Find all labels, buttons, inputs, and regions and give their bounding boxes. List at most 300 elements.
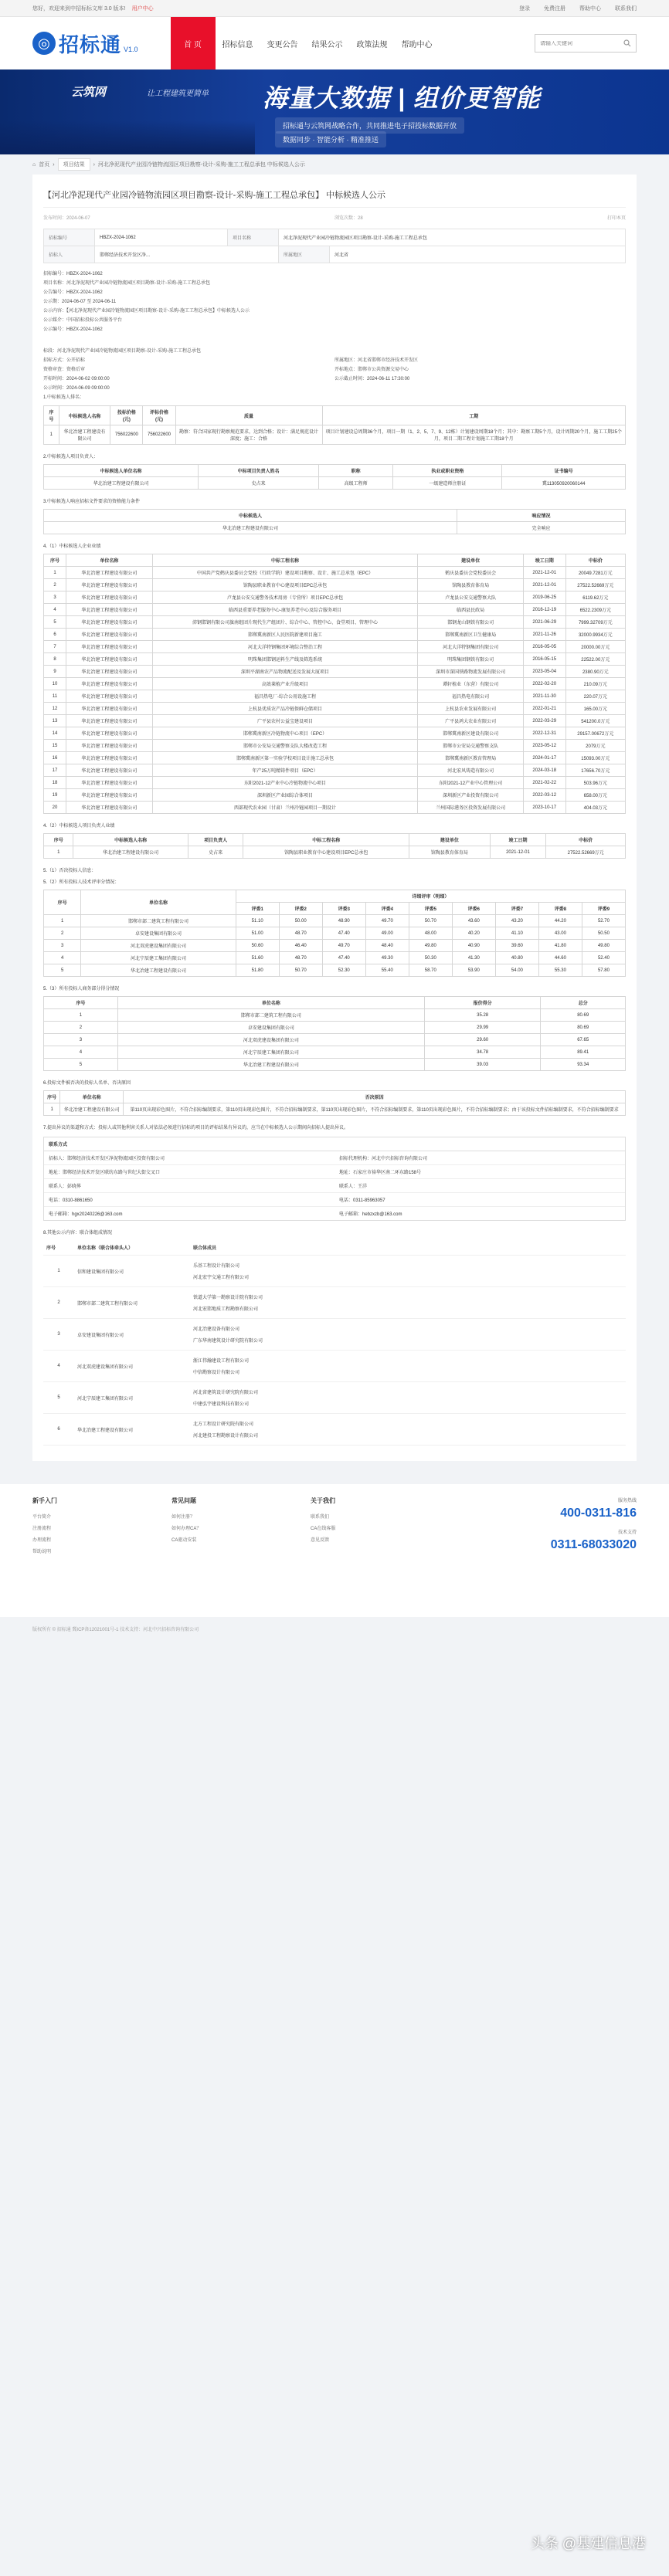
table-cell: 年产25万吨精铸件项目（EPC）	[152, 764, 418, 777]
table-cell: 9	[44, 666, 66, 678]
table-cell: 河北宁辰建工集团有限公司	[74, 1382, 190, 1414]
table-header: 工期	[322, 406, 626, 425]
table-cell: 48.70	[279, 952, 322, 964]
help-link[interactable]: 帮助中心	[579, 5, 601, 12]
table-cell: 高级工程师	[318, 477, 392, 490]
footer-heading: 常见问题	[171, 1497, 196, 1504]
info-table	[43, 229, 626, 263]
table-cell: 2	[43, 1287, 74, 1319]
consortium-row	[43, 1414, 626, 1446]
table-header: 评委1	[236, 903, 279, 915]
section-heading: 5.（2）所有投标人技术评审分情况：	[43, 880, 120, 885]
left-info: 开标时间：2024-06-02 09:00:00	[43, 377, 110, 381]
table-cell: 47.40	[322, 927, 365, 940]
table-cell: 华北冶建工程建设有限公司	[66, 764, 152, 777]
section-heading: 4.（1）中标候选人企业业绩	[43, 544, 101, 549]
search-box	[535, 34, 637, 53]
table-cell: 51.60	[236, 952, 279, 964]
table-cell: 503.96万元	[565, 777, 625, 789]
table-cell: 史占来	[199, 477, 319, 490]
member-name: 乐基工程设计有限公司	[193, 1264, 240, 1269]
body-line: 公示期：2024-06-07 至 2024-06-11	[43, 300, 117, 304]
table-cell: 信和建设集团有限公司	[74, 1256, 190, 1287]
body-line: 公示内容：【河北净泥现代产业园冷链物流园区项目勘察-设计-采购-施工工程总承包】中标候选人公示	[43, 309, 250, 314]
table-cell: 河北宁辰建工集团有限公司	[117, 1046, 424, 1059]
table-header: 质量	[175, 406, 322, 425]
table-cell: 完全响应	[457, 522, 625, 534]
table-cell: 华北冶建工程建设有限公司	[66, 604, 152, 616]
table-cell: 华北冶建工程建设有限公司	[66, 678, 152, 690]
table-cell: 临西县民政局	[418, 604, 524, 616]
table-cell: 华北冶建工程建设有限公司	[66, 629, 152, 641]
table-cell: 14	[44, 727, 66, 740]
table-cell: 220.07万元	[565, 690, 625, 703]
table-cell: 福昌热电厂-综合公用设施工程	[152, 690, 418, 703]
table-cell: 深圳市深国铁路物流发展有限公司	[418, 666, 524, 678]
nav-policy[interactable]: 政策法规	[356, 40, 388, 49]
table-cell: 河北宏风铸造有限公司	[418, 764, 524, 777]
hotline-number: 400-0311-816	[560, 1507, 637, 1520]
table-cell: 20049.7281万元	[565, 567, 625, 579]
table-cell: 6119.62万元	[565, 591, 625, 604]
table-cell: 2021-02-22	[523, 777, 565, 789]
table-header: 中标价	[546, 834, 626, 846]
table-cell: 卓安建设集团有限公司	[74, 1319, 190, 1351]
site-footer	[0, 1484, 669, 1617]
table-cell: 3	[43, 1319, 74, 1351]
table-header: 投标价格(元)	[110, 406, 143, 425]
table-row	[44, 940, 626, 952]
table-cell: 40.90	[452, 940, 495, 952]
member-list	[190, 1382, 626, 1414]
table-header: 序号	[44, 997, 118, 1009]
member-list	[190, 1351, 626, 1382]
table-header: 评标价格(元)	[143, 406, 175, 425]
table-row	[44, 579, 626, 591]
table-cell: 2380.90万元	[565, 666, 625, 678]
table-cell: 2079万元	[565, 740, 625, 752]
table-cell: 华北冶建工程建设有限公司	[44, 477, 199, 490]
table-cell: 41.10	[495, 927, 538, 940]
table-header: 中标候选人名称	[59, 406, 110, 425]
table-cell: 华北冶建工程建设有限公司	[66, 666, 152, 678]
table-row	[44, 1103, 626, 1116]
table-row	[44, 1009, 626, 1022]
table-row	[44, 666, 626, 678]
table-row	[44, 1046, 626, 1059]
member-name: 浙江伟瀚建设工程有限公司	[193, 1359, 250, 1364]
table-header: 单位名称	[81, 890, 236, 915]
table-cell: 华北冶建工程建设有限公司	[66, 715, 152, 727]
table-cell: 河北双虎建设集团有限公司	[74, 1351, 190, 1382]
member-name: 北方工程设计研究院有限公司	[193, 1422, 254, 1427]
table-cell: 32000.9934万元	[565, 629, 625, 641]
body-line: 招标编号：HBZX-2024-1062	[43, 272, 103, 276]
footer-heading: 新手入门	[32, 1497, 57, 1504]
table-header: 中标价	[565, 554, 625, 567]
site-logo[interactable]	[32, 29, 138, 58]
table-cell: 1	[44, 1103, 60, 1116]
table-cell: 华北冶建工程建设有限公司	[74, 1414, 190, 1446]
footer-link[interactable]: 如何注册？	[171, 1515, 195, 1520]
table-cell: 2016-05-15	[523, 653, 565, 666]
table-cell: 44.20	[538, 915, 582, 927]
table-cell: 2023-10-17	[523, 802, 565, 814]
table-cell: 东阳2021-12产业中心冷链物流中心项目	[152, 777, 418, 789]
table-row	[44, 740, 626, 752]
table-cell: 2021-12-01	[523, 567, 565, 579]
table-cell: 15093.00万元	[565, 752, 625, 764]
table-header: 单位名称	[60, 1091, 124, 1103]
table-header: 竣工日期	[523, 554, 565, 567]
notice-page	[32, 175, 637, 1461]
table-cell: 43.00	[538, 927, 582, 940]
table-cell: 华北冶建工程建设有限公司	[66, 567, 152, 579]
table-header: 单位名称	[117, 997, 424, 1009]
table-row	[44, 1022, 626, 1034]
table-header: 序号	[44, 890, 81, 915]
table-row	[44, 641, 626, 653]
technical-score-table	[43, 890, 626, 977]
commercial-score-table	[43, 996, 626, 1071]
banner-headline: 海量大数据 | 组价更智能	[263, 84, 541, 112]
table-cell: 华北冶建工程建设有限公司	[44, 522, 457, 534]
info-key: 招标人	[44, 246, 95, 263]
member-name: 铁道大学第一勘察设计院有限公司	[193, 1296, 263, 1300]
footer-link[interactable]: 注册流程	[32, 1527, 52, 1531]
table-header: 评委6	[452, 903, 495, 915]
table-cell: 5	[44, 616, 66, 629]
table-cell: 756022600	[110, 425, 143, 445]
footer-hotline	[551, 1496, 637, 1605]
table-cell: 48.00	[409, 927, 452, 940]
member-name: 河北宏邯地质工程勘察有限公司	[193, 1307, 259, 1312]
table-header: 职称	[318, 465, 392, 477]
rejection-table	[43, 1090, 626, 1116]
info-key: 项目名称	[227, 229, 278, 246]
table-cell: 邯郸市部二建筑工程有限公司	[74, 1287, 190, 1319]
table-cell: 邯郸冀南新区建设有限公司	[418, 727, 524, 740]
table-cell: 2024-01-17	[523, 752, 565, 764]
table-cell: 10	[44, 678, 66, 690]
table-header: 评委3	[322, 903, 365, 915]
table-cell: 5	[44, 1059, 118, 1071]
table-cell: 3	[44, 1034, 118, 1046]
table-cell: 2019-06-25	[523, 591, 565, 604]
table-header: 竣工日期	[490, 834, 546, 846]
table-row	[44, 802, 626, 814]
table-cell: 2021-11-30	[523, 690, 565, 703]
table-header: 序号	[44, 834, 73, 846]
table-cell: 华北冶建工程建设有限公司	[66, 579, 152, 591]
table-row	[44, 952, 626, 964]
section-heading: 2.中标候选人项目负责人：	[43, 455, 99, 459]
nav-help[interactable]: 帮助中心	[401, 40, 433, 49]
table-cell: 高效莱植产业升级项目	[152, 678, 418, 690]
table-cell: 48.40	[365, 940, 409, 952]
nav-results[interactable]: 结果公示	[311, 40, 343, 49]
table-header: 评委7	[495, 903, 538, 915]
table-row	[44, 727, 626, 740]
search-input[interactable]	[535, 41, 619, 46]
table-cell: 40.80	[495, 952, 538, 964]
table-cell: 3	[44, 591, 66, 604]
table-header: 序号	[44, 406, 59, 425]
left-info: 招标方式：公开招标	[43, 358, 86, 363]
table-cell: 馆陶县教育体育局	[418, 579, 524, 591]
table-header: 单位名称	[66, 554, 152, 567]
footer-link[interactable]: 如何办理CA？	[171, 1527, 202, 1531]
banner-line-1: 招标通与云筑网战略合作，共同推进电子招投标数据开放	[275, 117, 464, 134]
body-line: 公示媒介：中国招标投标公共服务平台	[43, 318, 123, 323]
contact-cell: 招标人：邯郸经济技术开发区净泥物流园区投资有限公司	[49, 1157, 165, 1161]
table-cell: 2021-12-01	[523, 579, 565, 591]
watermark: 头条 @基建信息港	[530, 2536, 646, 2551]
table-header: 中标项目负责人姓名	[199, 465, 319, 477]
footer-link[interactable]: 意见反馈	[311, 1538, 330, 1543]
table-header: 序号	[44, 554, 66, 567]
table-cell: 55.30	[538, 964, 582, 977]
table-cell: 50.60	[236, 940, 279, 952]
table-cell: 广平县鸿大农业有限公司	[418, 715, 524, 727]
table-header: 联合体成员	[190, 1240, 626, 1256]
table-cell: 华北冶建工程建设有限公司	[66, 703, 152, 715]
table-row	[44, 964, 626, 977]
table-cell: 18	[44, 777, 66, 789]
table-row	[44, 703, 626, 715]
breadcrumb-home[interactable]: 首页	[39, 162, 50, 168]
table-cell: 邯郸市部二建筑工程有限公司	[117, 1009, 424, 1022]
table-cell: 404.03万元	[565, 802, 625, 814]
table-cell: 1	[44, 846, 73, 859]
banner-brand: 云筑网	[71, 86, 107, 99]
user-center-link[interactable]: 用户中心	[131, 5, 154, 12]
table-header: 评委5	[409, 903, 452, 915]
table-cell: 27522.52669万元	[565, 579, 625, 591]
table-header: 证书编号	[502, 465, 626, 477]
table-cell: 邯郸冀南新区冷链物流中心项目（EPC）	[152, 727, 418, 740]
table-cell: 50.50	[582, 927, 625, 940]
footer-link[interactable]: CA在线客服	[311, 1527, 336, 1531]
footer-link[interactable]: CA驱动安装	[171, 1538, 197, 1543]
table-cell: 29157.00672万元	[565, 727, 625, 740]
table-cell: 15	[44, 740, 66, 752]
contact-row	[44, 1165, 625, 1179]
table-header: 项目负责人	[188, 834, 243, 846]
hotline-label: 服务热线	[617, 1499, 637, 1503]
table-cell: 临西县重要养老服务中心-康复养老中心及综合服务项目	[152, 604, 418, 616]
table-cell: 2	[44, 1022, 118, 1034]
notice-meta	[43, 208, 626, 225]
table-cell: 广平县农村公益宝建设项目	[152, 715, 418, 727]
footer-col-faq	[171, 1496, 311, 1605]
section-heading: 7.提出异议的渠道和方式：投标人或其他利害关系人对依法必须进行招标的项目的评标结果有异议的，应当在中标候选人公示期间向招标人提出异议。	[43, 1126, 349, 1130]
table-cell: 华北冶建工程建设有限公司	[117, 1059, 424, 1071]
table-cell: 河北双虎建设集团有限公司	[81, 940, 236, 952]
contact-cell: 电子邮箱：hgx20240226@163.com	[49, 1212, 123, 1217]
login-link[interactable]: 登录	[519, 5, 530, 12]
view-count: 浏览次数：28	[334, 216, 363, 221]
table-row	[44, 425, 626, 445]
table-cell: 3	[44, 940, 81, 952]
table-cell: 1	[44, 1009, 118, 1022]
table-row	[44, 777, 626, 789]
table-cell: 福昌热电有限公司	[418, 690, 524, 703]
right-info: 所属地区：河北省邯郸市经济技术开发区	[334, 358, 419, 363]
table-cell: 2021-12-01	[490, 846, 546, 859]
table-cell: 43.20	[495, 915, 538, 927]
manager-performance-table	[43, 833, 626, 859]
table-cell: 39.03	[424, 1059, 541, 1071]
table-header: 评委2	[279, 903, 322, 915]
page-title: 【河北净泥现代产业园冷链物流园区项目勘察-设计-采购-施工工程总承包】 中标候选人公示	[43, 184, 626, 208]
table-cell: 50.70	[409, 915, 452, 927]
table-cell: 41.80	[538, 940, 582, 952]
top-utility-bar	[0, 0, 669, 17]
table-cell: 658.00万元	[565, 789, 625, 802]
table-cell: 华北冶建工程建设有限公司	[66, 752, 152, 764]
table-cell: 39.60	[495, 940, 538, 952]
table-cell: 2022-02-20	[523, 678, 565, 690]
table-header: 总分	[541, 997, 626, 1009]
table-header: 中标工程名称	[152, 554, 418, 567]
table-header: 响应情况	[457, 510, 625, 522]
info-value: 河北净泥现代产业园冷链物流园区项目勘察-设计-采购-施工工程总承包	[278, 229, 625, 246]
table-cell: 7999.32709万元	[565, 616, 625, 629]
table-cell: 49.80	[409, 940, 452, 952]
table-cell: 7	[44, 641, 66, 653]
contact-link[interactable]: 联系我们	[615, 5, 637, 12]
table-row	[44, 690, 626, 703]
table-cell: 49.00	[365, 927, 409, 940]
support-number: 0311-68033020	[550, 1538, 637, 1551]
promo-banner[interactable]	[0, 69, 669, 154]
table-cell: 西部现代农业园（甘肃）兰州冷链园项目一期设计	[152, 802, 418, 814]
table-cell: 华北冶建工程建设有限公司	[66, 777, 152, 789]
table-cell: 27522.52669万元	[546, 846, 626, 859]
table-header: 评委9	[582, 903, 625, 915]
table-cell: 华北冶建工程建设有限公司	[66, 690, 152, 703]
table-row	[44, 715, 626, 727]
table-cell: 中国共产党鹤庆县委员会党校（行政学院）建设项目勘察、设计、施工总承包（EPC）	[152, 567, 418, 579]
info-value: 河北省	[329, 246, 625, 263]
breadcrumb-home-icon[interactable]: ⌂	[32, 161, 36, 168]
table-cell: 34.78	[424, 1046, 541, 1059]
table-cell: 华北冶建工程建设有限公司	[66, 789, 152, 802]
table-cell: 2	[44, 579, 66, 591]
table-cell: 勘察：符合国家现行勘察规范要求，达到合格；设计：满足规范设计深度；施工：合格	[175, 425, 322, 445]
register-link[interactable]: 免费注册	[544, 5, 565, 12]
search-icon[interactable]	[619, 35, 636, 52]
table-cell: 52.40	[582, 952, 625, 964]
table-cell: 馆陶县教育体育局	[409, 846, 490, 859]
table-cell: 第110页出现彩色图片，不符合招标编制要求，第110页出现彩色图片，不符合招标编制要求，第110页出现彩色图片，不符合招标编制要求，第110页出现彩色图片，不符合招标编制要求；由于该投标文件招标编制要求，不符合招标编制要求	[124, 1103, 626, 1116]
table-row	[44, 846, 626, 859]
table-cell: 邯郸冀南新区人民医院新建项目施工	[152, 629, 418, 641]
nav-home[interactable]: 首 页	[171, 17, 216, 69]
section-heading: 3.中标候选人响应招标文件要求的资格能力条件	[43, 500, 141, 504]
table-row	[44, 1034, 626, 1046]
table-cell: 华北冶建工程建设有限公司	[81, 964, 236, 977]
consortium-row	[43, 1256, 626, 1287]
right-info: 公示截止时间：2024-06-11 17:30:00	[334, 377, 410, 381]
table-header: 详细评审（明细）	[236, 890, 625, 903]
table-row	[44, 629, 626, 641]
info-value: HBZX-2024-1062	[95, 229, 228, 246]
table-cell: 华北冶建工程建设有限公司	[66, 641, 152, 653]
footer-link[interactable]: 办理流程	[32, 1538, 52, 1543]
table-cell: 1	[44, 915, 81, 927]
contact-cell: 电话：0310-8861650	[49, 1198, 93, 1203]
project-manager-table	[43, 464, 626, 490]
site-header	[0, 17, 669, 69]
contact-cell: 招标代理机构：河北中兴招标咨询有限公司	[339, 1157, 428, 1161]
table-header: 中标候选人名称	[73, 834, 188, 846]
table-cell: 6	[43, 1414, 74, 1446]
table-cell: 2024-03-18	[523, 764, 565, 777]
table-cell: 8	[44, 653, 66, 666]
footer-col-newbie	[32, 1496, 171, 1605]
table-cell: 49.70	[322, 940, 365, 952]
section-heading: 6.投标文件被否决的投标人名单、否决原因	[43, 1081, 131, 1086]
table-cell: 邯郸冀南新区教育管理局	[418, 752, 524, 764]
print-button[interactable]: 打印本页	[606, 216, 626, 221]
consortium-row	[43, 1351, 626, 1382]
contact-row	[44, 1179, 625, 1193]
table-cell: 2022-03-29	[523, 715, 565, 727]
table-cell: 46.40	[279, 940, 322, 952]
table-cell: 华北冶建工程建设有限公司	[73, 846, 188, 859]
nav-change-notice[interactable]: 变更公告	[267, 40, 298, 49]
table-cell: 2023-05-04	[523, 666, 565, 678]
footer-link[interactable]: 平台简介	[32, 1515, 52, 1520]
table-cell: 邯郸市公安局交通警察支队	[418, 740, 524, 752]
table-cell: 2016-05-05	[523, 641, 565, 653]
table-cell: 48.70	[279, 927, 322, 940]
table-cell: 卢龙县公安交通警务技术用房（专营所）项目EPC总承包	[152, 591, 418, 604]
member-list	[190, 1414, 626, 1446]
member-name: 河北冶建设备有限公司	[193, 1327, 240, 1332]
table-cell: 邯郸冀南新区第一实验学校项目设计施工总承包	[152, 752, 418, 764]
footer-link[interactable]: 联系我们	[311, 1515, 330, 1520]
left-info: 公示时间：2024-06-09 09:00:00	[43, 386, 110, 391]
table-cell: 邯郸市公安局交通警察支队大楼改造工程	[152, 740, 418, 752]
table-header: 中标候选人单位名称	[44, 465, 199, 477]
table-cell: 明珠集团邯钢运料生产线及筛选系统	[152, 653, 418, 666]
table-header: 建设单位	[409, 834, 490, 846]
nav-tender-info[interactable]: 招标信息	[222, 40, 253, 49]
table-cell: 52.30	[322, 964, 365, 977]
footer-link[interactable]: 帮助说明	[32, 1550, 52, 1554]
contact-block	[43, 1137, 626, 1221]
candidate-ranking-table	[43, 405, 626, 445]
member-list	[190, 1256, 626, 1287]
table-cell: 馆陶县职业教育中心建设项目EPC总承包	[152, 579, 418, 591]
table-cell: 51.80	[236, 964, 279, 977]
body-line: 项目名称：河北净泥现代产业园冷链物流园区项目勘察-设计-采购-施工工程总承包	[43, 281, 210, 286]
breadcrumb-current[interactable]: 项目结果	[58, 158, 90, 171]
table-cell: 1	[43, 1256, 74, 1287]
table-cell: 50.70	[279, 964, 322, 977]
table-cell: 12	[44, 703, 66, 715]
welcome-text: 您好，欢迎来到中招标标文库 3.0 版本!	[32, 5, 126, 12]
table-cell: 20000.00万元	[565, 641, 625, 653]
contact-cell: 联系人：彭晓界	[49, 1185, 82, 1189]
consortium-row	[43, 1382, 626, 1414]
table-cell: 43.60	[452, 915, 495, 927]
notice-body	[43, 269, 626, 402]
table-cell: 47.40	[322, 952, 365, 964]
